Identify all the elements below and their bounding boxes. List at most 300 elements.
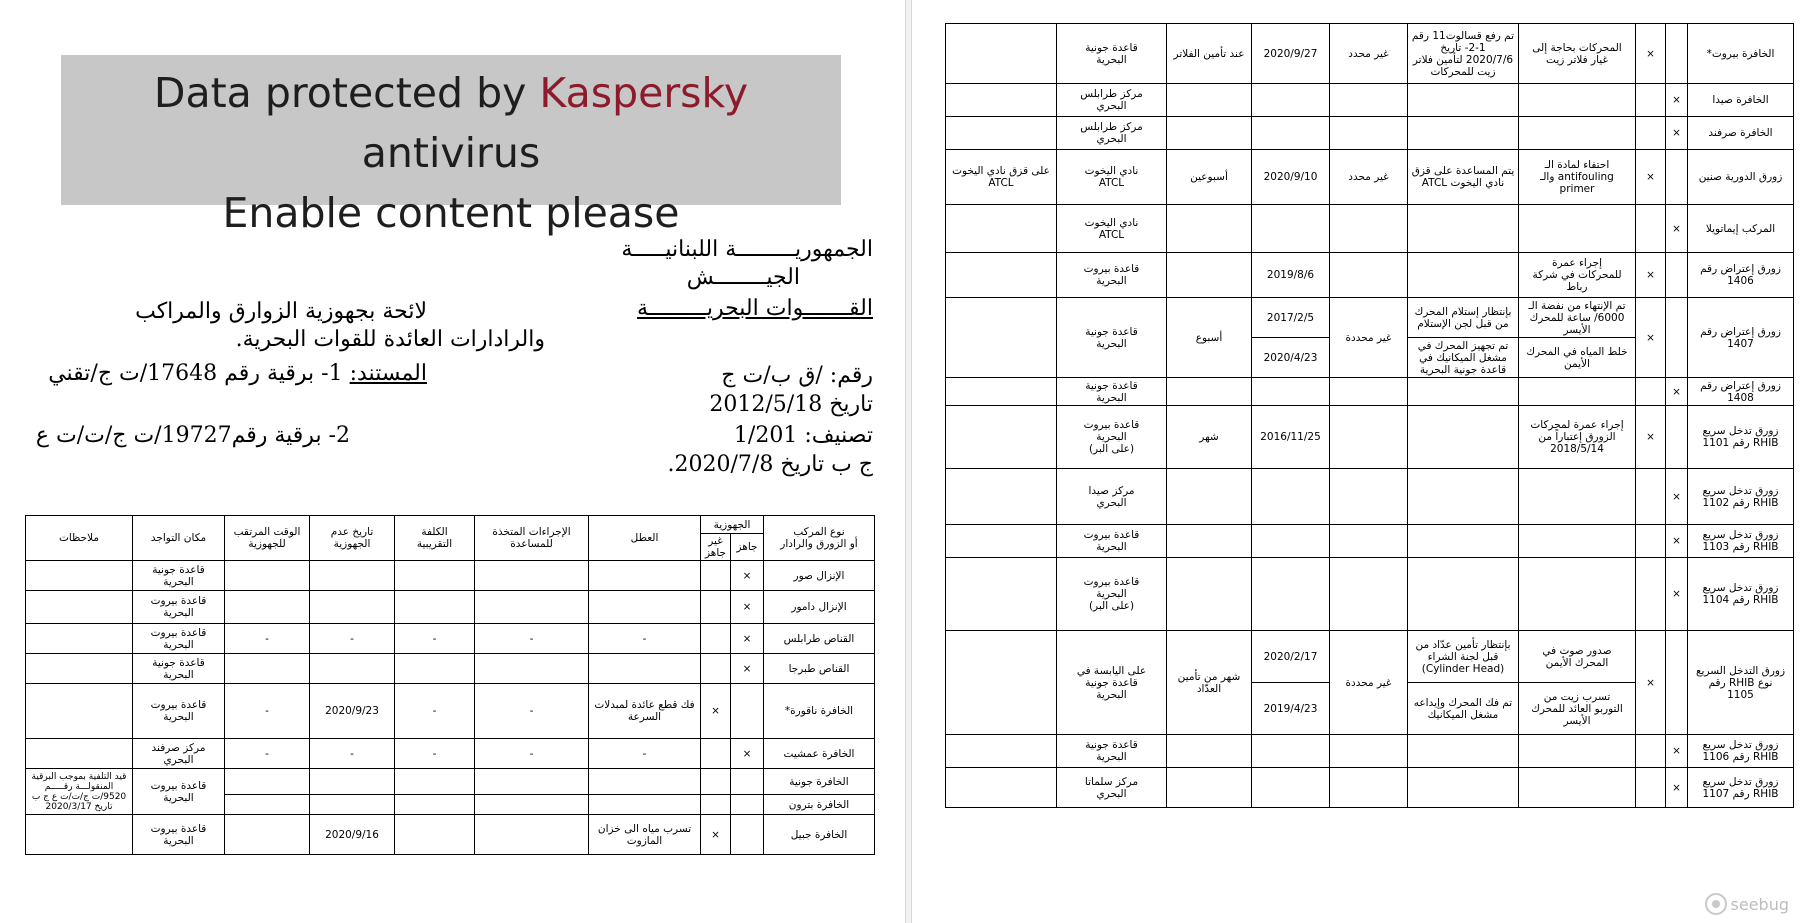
fault-cell: -: [589, 624, 701, 654]
cost-cell: -: [395, 739, 475, 769]
document-title-line-2: والرادارات العائدة للقوات البحرية.: [235, 327, 545, 352]
expected-time-cell: -: [225, 684, 310, 739]
actions-cell: [1408, 84, 1519, 117]
table-row: [946, 631, 1794, 683]
table-row: [946, 24, 1794, 84]
actions-cell: [1408, 378, 1519, 406]
vessel-name: الخافرة جونية: [764, 769, 875, 795]
unready-date-cell: -: [310, 624, 395, 654]
unready-date-cell: [1252, 205, 1330, 253]
expected-time-cell: [225, 795, 310, 815]
unready-date-cell: [310, 654, 395, 684]
document-reference-label: المستند:: [349, 361, 427, 386]
not-ready-mark: [701, 769, 731, 795]
fault-cell: [589, 769, 701, 795]
ready-mark: ×: [731, 739, 764, 769]
vessel-name: زورق تدخل سريع RHIB رقم 1102: [1688, 469, 1794, 525]
notes-cell: [946, 525, 1057, 558]
fault-cell: إجراء عمرة لمحركات الزورق إعتباراً من 2018/5/14: [1519, 406, 1636, 469]
cost-cell: -: [395, 624, 475, 654]
vessel-name: الخافرة صيدا: [1688, 84, 1794, 117]
table-row: [946, 406, 1794, 469]
unready-date-cell: 2020/9/16: [310, 815, 395, 855]
location-cell: نادي اليخوت ATCL: [1057, 150, 1167, 205]
col-header-actions: الإجراءات المتخذة للمساعدة: [475, 516, 589, 561]
republic-heading: الجمهوريـــــــــة اللبنانيـــــة: [621, 237, 873, 262]
vessel-name: زورق إعتراض رقم 1406: [1688, 253, 1794, 298]
ready-mark: ×: [731, 591, 764, 624]
notes-cell: [946, 117, 1057, 150]
expected-time-cell: -: [225, 624, 310, 654]
unready-date-cell-2: 2019/4/23: [1252, 683, 1330, 735]
cost-cell: غير محددة: [1330, 298, 1408, 378]
unready-date-cell: [310, 769, 395, 795]
location-cell: مركز سلماتا البحري: [1057, 768, 1167, 808]
unready-date-cell: [1252, 84, 1330, 117]
location-cell: قاعدة بيروت البحرية: [133, 591, 225, 624]
document-issue-date: ج ب تاريخ 2020/7/8.: [667, 452, 873, 477]
cost-cell: [395, 561, 475, 591]
location-cell: نادي اليخوت ATCL: [1057, 205, 1167, 253]
expected-time-cell: شهر: [1167, 406, 1252, 469]
actions-cell: [475, 795, 589, 815]
unready-date-cell-2: 2020/4/23: [1252, 338, 1330, 378]
cost-cell: [1330, 378, 1408, 406]
table-row: [946, 768, 1794, 808]
actions-cell: -: [475, 624, 589, 654]
expected-time-cell: [1167, 768, 1252, 808]
unready-date-cell: 2020/2/17: [1252, 631, 1330, 683]
notes-cell: [946, 205, 1057, 253]
not-ready-mark: [701, 591, 731, 624]
navy-heading: القـــــــوات البحريـــــــــة: [637, 296, 873, 321]
location-cell: قاعدة جونية البحرية: [1057, 735, 1167, 768]
document-reference-1: [48, 360, 427, 388]
fault-cell: صدور صوت في المحرك الأيمن: [1519, 631, 1636, 683]
unready-date-cell: -: [310, 739, 395, 769]
banner-line-2: Enable content please: [222, 189, 680, 237]
vessel-name: الخافرة جبيل: [764, 815, 875, 855]
col-header-readiness: الجهوزية: [701, 516, 764, 534]
table-row: [946, 558, 1794, 631]
expected-time-cell: [1167, 253, 1252, 298]
not-ready-mark: [1636, 525, 1666, 558]
expected-time-cell: [225, 654, 310, 684]
expected-time-cell: [1167, 558, 1252, 631]
table-row: [26, 815, 875, 855]
cost-cell: [1330, 117, 1408, 150]
notes-cell: [26, 815, 133, 855]
notes-cell: [946, 378, 1057, 406]
notes-cell: [26, 654, 133, 684]
not-ready-mark: [1636, 469, 1666, 525]
watermark-text: seebug: [1730, 894, 1789, 914]
unready-date-cell: [1252, 768, 1330, 808]
not-ready-mark: [701, 561, 731, 591]
ready-mark: ×: [1666, 469, 1688, 525]
actions-cell-2: تم تجهيز المحرك في مشغل الميكانيك في قاعدة جونية البحرية: [1408, 338, 1519, 378]
expected-time-cell: عند تأمين الفلاتر: [1167, 24, 1252, 84]
vessel-name: زورق تدخل سريع RHIB رقم 1106: [1688, 735, 1794, 768]
cost-cell: -: [395, 684, 475, 739]
expected-time-cell: [1167, 84, 1252, 117]
not-ready-mark: ×: [1636, 253, 1666, 298]
cost-cell: [395, 654, 475, 684]
ready-mark: ×: [1666, 84, 1688, 117]
not-ready-mark: [1636, 378, 1666, 406]
cost-cell: [1330, 469, 1408, 525]
not-ready-mark: [1636, 768, 1666, 808]
expected-time-cell: -: [225, 739, 310, 769]
table-row: [26, 739, 875, 769]
table-row: [946, 735, 1794, 768]
actions-cell: [1408, 558, 1519, 631]
not-ready-mark: ×: [701, 684, 731, 739]
actions-cell: تم رفع قسالوت11 رقم 2-1- تاريخ 2020/7/6 لتأمين فلاتر زيت للمحركات: [1408, 24, 1519, 84]
notes-cell: [26, 561, 133, 591]
banner-brand: Kaspersky: [539, 69, 749, 117]
fault-cell: تسرب مياه الى خزان المازوت: [589, 815, 701, 855]
not-ready-mark: ×: [1636, 298, 1666, 378]
vessel-name: الخافرة صرفند: [1688, 117, 1794, 150]
fault-cell: -: [589, 739, 701, 769]
notes-cell: [946, 253, 1057, 298]
ready-mark: ×: [1666, 768, 1688, 808]
fault-cell: [1519, 117, 1636, 150]
fault-cell: احتفاء لمادة الـ antifouling والـ primer: [1519, 150, 1636, 205]
ready-mark: ×: [1666, 735, 1688, 768]
expected-time-cell: [1167, 469, 1252, 525]
actions-cell: [475, 769, 589, 795]
table-row: [946, 469, 1794, 525]
actions-cell: [1408, 117, 1519, 150]
ready-mark: [1666, 253, 1688, 298]
actions-cell: [475, 815, 589, 855]
unready-date-cell: [310, 591, 395, 624]
cost-cell: [395, 769, 475, 795]
unready-date-cell: [1252, 525, 1330, 558]
location-cell: قاعدة جونية البحرية: [1057, 298, 1167, 378]
actions-cell: [475, 654, 589, 684]
actions-cell: -: [475, 684, 589, 739]
vessel-name: زورق تدخل سريع RHIB رقم 1101: [1688, 406, 1794, 469]
army-heading: الجيــــــــش: [686, 265, 800, 290]
unready-date-cell: [1252, 558, 1330, 631]
location-cell: قاعدة جونية البحرية: [133, 561, 225, 591]
not-ready-mark: ×: [1636, 406, 1666, 469]
not-ready-mark: ×: [701, 815, 731, 855]
table-row: [946, 298, 1794, 338]
expected-time-cell: [1167, 525, 1252, 558]
cost-cell: [1330, 768, 1408, 808]
ready-mark: [1666, 150, 1688, 205]
cost-cell: غير محدد: [1330, 24, 1408, 84]
unready-date-cell: [1252, 735, 1330, 768]
vessel-name: الخافرة ناقورة*: [764, 684, 875, 739]
document-reference-1-text: 1- برقية رقم 17648/ت ج/تقني: [48, 361, 350, 386]
not-ready-mark: [701, 739, 731, 769]
actions-cell: -: [475, 739, 589, 769]
location-cell: قاعدة جونية البحرية: [1057, 24, 1167, 84]
unready-date-cell: 2019/8/6: [1252, 253, 1330, 298]
not-ready-mark: [701, 654, 731, 684]
ready-mark: ×: [1666, 525, 1688, 558]
ready-mark: [1666, 406, 1688, 469]
ready-mark: ×: [1666, 205, 1688, 253]
table-row: [26, 624, 875, 654]
not-ready-mark: ×: [1636, 150, 1666, 205]
notes-cell: [946, 406, 1057, 469]
page-separator: [905, 0, 912, 923]
vessel-name: زورق الدورية صنين: [1688, 150, 1794, 205]
not-ready-mark: [1636, 558, 1666, 631]
table-row: [26, 654, 875, 684]
vessel-name: زورق التدخل السريع نوع RHIB رقم 1105: [1688, 631, 1794, 735]
unready-date-cell: [1252, 469, 1330, 525]
location-cell: مركز صيدا البحري: [1057, 469, 1167, 525]
cost-cell: غير محددة: [1330, 631, 1408, 735]
actions-cell: [1408, 768, 1519, 808]
expected-time-cell: [1167, 117, 1252, 150]
ready-mark: [731, 769, 764, 795]
fault-cell: [1519, 378, 1636, 406]
actions-cell: [1408, 735, 1519, 768]
not-ready-mark: [1636, 117, 1666, 150]
vessel-name: الإنزال صور: [764, 561, 875, 591]
notes-cell: [946, 84, 1057, 117]
vessel-name: الخافرة عمشيت: [764, 739, 875, 769]
not-ready-mark: ×: [1636, 24, 1666, 84]
vessel-name: الخافرة بترون: [764, 795, 875, 815]
vessel-name: المركب إيماتويلا: [1688, 205, 1794, 253]
location-cell: مركز طرابلس البحري: [1057, 84, 1167, 117]
fault-cell: [589, 795, 701, 815]
cost-cell: [395, 795, 475, 815]
vessel-name: زورق تدخل سريع RHIB رقم 1107: [1688, 768, 1794, 808]
vessel-name: زورق تدخل سريع RHIB رقم 1103: [1688, 525, 1794, 558]
notes-cell: [946, 631, 1057, 735]
unready-date-cell: [1252, 378, 1330, 406]
expected-time-cell: [225, 815, 310, 855]
expected-time-cell: [1167, 735, 1252, 768]
fault-cell: المحركات بحاجة إلى غيار فلاتر زيت: [1519, 24, 1636, 84]
fault-cell: [1519, 84, 1636, 117]
actions-cell: يتم المساعدة على قزق نادي اليخوت ATCL: [1408, 150, 1519, 205]
ready-mark: ×: [731, 654, 764, 684]
location-cell: مركز صرفند البحري: [133, 739, 225, 769]
cost-cell: [1330, 205, 1408, 253]
notes-cell: [946, 24, 1057, 84]
col-header-location: مكان التواجد: [133, 516, 225, 561]
notes-cell: [946, 735, 1057, 768]
fault-cell: [589, 561, 701, 591]
table-row: [946, 378, 1794, 406]
vessel-name: زورق تدخل سريع RHIB رقم 1104: [1688, 558, 1794, 631]
classification: تصنيف: 1/201: [733, 423, 873, 448]
vessel-name: الخافرة بيروت*: [1688, 24, 1794, 84]
col-header-fault: العطل: [589, 516, 701, 561]
col-header-ready: جاهز: [731, 534, 764, 561]
ready-mark: ×: [1666, 117, 1688, 150]
col-header-notes: ملاحظات: [26, 516, 133, 561]
actions-cell: بإنتظار تأمين عدّاد من قبل لجنة الشراء (Cylinder Head): [1408, 631, 1519, 683]
actions-cell: [1408, 406, 1519, 469]
expected-time-cell: [225, 769, 310, 795]
document-title-line-1: لائحة بجهوزية الزوارق والمراكب: [135, 299, 427, 324]
col-header-type: نوع المركب أو الزورق والرادار: [764, 516, 875, 561]
unready-date-cell: 2020/9/23: [310, 684, 395, 739]
fault-cell: فك قطع عائدة لمبدلات السرعة: [589, 684, 701, 739]
vessel-name: القناص طرابلس: [764, 624, 875, 654]
location-cell: مركز طرابلس البحري: [1057, 117, 1167, 150]
actions-cell: [1408, 469, 1519, 525]
kaspersky-protection-banner: [61, 55, 841, 237]
cost-cell: [1330, 253, 1408, 298]
table-row: [26, 769, 875, 795]
ready-mark: [1666, 24, 1688, 84]
location-cell: قاعدة جونية البحرية: [133, 654, 225, 684]
fault-cell: تم الإنتهاء من نفضة الـ 6000/ ساعة للمحرك الأيسر: [1519, 298, 1636, 338]
location-cell: على اليابسة في قاعدة جونية البحرية: [1057, 631, 1167, 735]
actions-cell: [1408, 525, 1519, 558]
fault-cell: [589, 654, 701, 684]
table-row: [946, 84, 1794, 117]
notes-cell: [946, 768, 1057, 808]
location-cell: قاعدة بيروت البحرية: [1057, 525, 1167, 558]
table-row: [946, 117, 1794, 150]
expected-time-cell: أسبوع: [1167, 298, 1252, 378]
document-number: رقم: /ق ب/ت ج: [721, 363, 873, 388]
notes-cell: [946, 558, 1057, 631]
fault-cell: [1519, 558, 1636, 631]
location-cell: قاعدة بيروت البحرية (على البر): [1057, 406, 1167, 469]
location-cell: قاعدة بيروت البحرية: [1057, 253, 1167, 298]
location-cell: قاعدة بيروت البحرية: [133, 815, 225, 855]
actions-cell: [1408, 205, 1519, 253]
fault-cell-2: تسرب زيت من التوربو العائد للمحرك الأيسر: [1519, 683, 1636, 735]
fault-cell: [589, 591, 701, 624]
col-header-cost: الكلفة التقريبية: [395, 516, 475, 561]
vessel-name: زورق إعتراض رقم 1408: [1688, 378, 1794, 406]
col-header-not-ready: غير جاهز: [701, 534, 731, 561]
cost-cell: [1330, 406, 1408, 469]
location-cell: قاعدة بيروت البحرية: [133, 769, 225, 815]
seebug-logo-icon: [1705, 893, 1727, 915]
unready-date-cell: [310, 795, 395, 815]
not-ready-mark: [1636, 205, 1666, 253]
location-cell: قاعدة بيروت البحرية: [133, 684, 225, 739]
ready-mark: [1666, 631, 1688, 735]
expected-time-cell: [225, 591, 310, 624]
notes-cell: [26, 739, 133, 769]
table-row: [26, 684, 875, 739]
fault-cell: [1519, 469, 1636, 525]
vessel-name: القناص طبرجا: [764, 654, 875, 684]
cost-cell: [1330, 558, 1408, 631]
unready-date-cell: 2020/9/10: [1252, 150, 1330, 205]
cost-cell: غير محدد: [1330, 150, 1408, 205]
ready-mark: [1666, 298, 1688, 378]
cost-cell: [1330, 84, 1408, 117]
notes-cell: على قزق نادي اليخوت ATCL: [946, 150, 1057, 205]
location-cell: قاعدة بيروت البحرية: [133, 624, 225, 654]
not-ready-mark: [701, 795, 731, 815]
table-row: [26, 561, 875, 591]
vessel-name: الإنزال دامور: [764, 591, 875, 624]
expected-time-cell: [1167, 378, 1252, 406]
vessel-name: زورق إعتراض رقم 1407: [1688, 298, 1794, 378]
notes-cell: قيد التلفية بموجب البرقية المنقولـــة رقـــــم 9520/ت ج/ت/ت ع ج ب تاريخ 2020/3/17: [26, 769, 133, 815]
not-ready-mark: [1636, 84, 1666, 117]
banner-text-after: antivirus: [361, 129, 541, 177]
ready-mark: ×: [731, 561, 764, 591]
ready-mark: [731, 815, 764, 855]
readiness-table-right: [945, 23, 1794, 808]
notes-cell: [26, 591, 133, 624]
notes-cell: [946, 469, 1057, 525]
table-row: [26, 591, 875, 624]
readiness-table-left: [25, 515, 875, 855]
cost-cell: [395, 591, 475, 624]
actions-cell-2: تم فك المحرك وإيداعه مشغل الميكانيك: [1408, 683, 1519, 735]
expected-time-cell: [1167, 205, 1252, 253]
fault-cell: [1519, 205, 1636, 253]
col-header-expected-time: الوقت المرتقب للجهوزية: [225, 516, 310, 561]
fault-cell: [1519, 735, 1636, 768]
not-ready-mark: [701, 624, 731, 654]
banner-line-1: [61, 63, 841, 183]
table-row: [946, 525, 1794, 558]
unready-date-cell: 2020/9/27: [1252, 24, 1330, 84]
table-row: [946, 150, 1794, 205]
ready-mark: ×: [731, 624, 764, 654]
table-row: [946, 205, 1794, 253]
notes-cell: [26, 684, 133, 739]
ready-mark: [731, 795, 764, 815]
cost-cell: [395, 815, 475, 855]
actions-cell: بإنتظار إستلام المحرك من قبل لجن الإستلام: [1408, 298, 1519, 338]
banner-text-before: Data protected by: [153, 69, 540, 117]
location-cell: قاعدة بيروت البحرية (على البر): [1057, 558, 1167, 631]
not-ready-mark: [1636, 735, 1666, 768]
document-reference-2: 2- برقية رقم19727/ت ج/ت/ت ع: [35, 423, 350, 448]
location-cell: قاعدة جونية البحرية: [1057, 378, 1167, 406]
cost-cell: [1330, 525, 1408, 558]
fault-cell: [1519, 768, 1636, 808]
fault-cell-2: خلط المياه في المحرك الأيمن: [1519, 338, 1636, 378]
unready-date-cell: [310, 561, 395, 591]
ready-mark: ×: [1666, 378, 1688, 406]
unready-date-cell: 2016/11/25: [1252, 406, 1330, 469]
col-header-unready-date: تاريخ عدم الجهوزية: [310, 516, 395, 561]
cost-cell: [1330, 735, 1408, 768]
document-date: تاريخ 2012/5/18: [709, 392, 873, 417]
table-row: [946, 253, 1794, 298]
seebug-watermark: [1705, 893, 1789, 915]
expected-time-cell: أسبوعين: [1167, 150, 1252, 205]
not-ready-mark: ×: [1636, 631, 1666, 735]
notes-cell: [26, 624, 133, 654]
expected-time-cell: [225, 561, 310, 591]
actions-cell: [475, 561, 589, 591]
ready-mark: [731, 684, 764, 739]
actions-cell: [1408, 253, 1519, 298]
actions-cell: [475, 591, 589, 624]
unready-date-cell: [1252, 117, 1330, 150]
expected-time-cell: شهر من تأمين العدّاد: [1167, 631, 1252, 735]
fault-cell: إجراء عمرة للمحركات في شركة رباط: [1519, 253, 1636, 298]
ready-mark: ×: [1666, 558, 1688, 631]
